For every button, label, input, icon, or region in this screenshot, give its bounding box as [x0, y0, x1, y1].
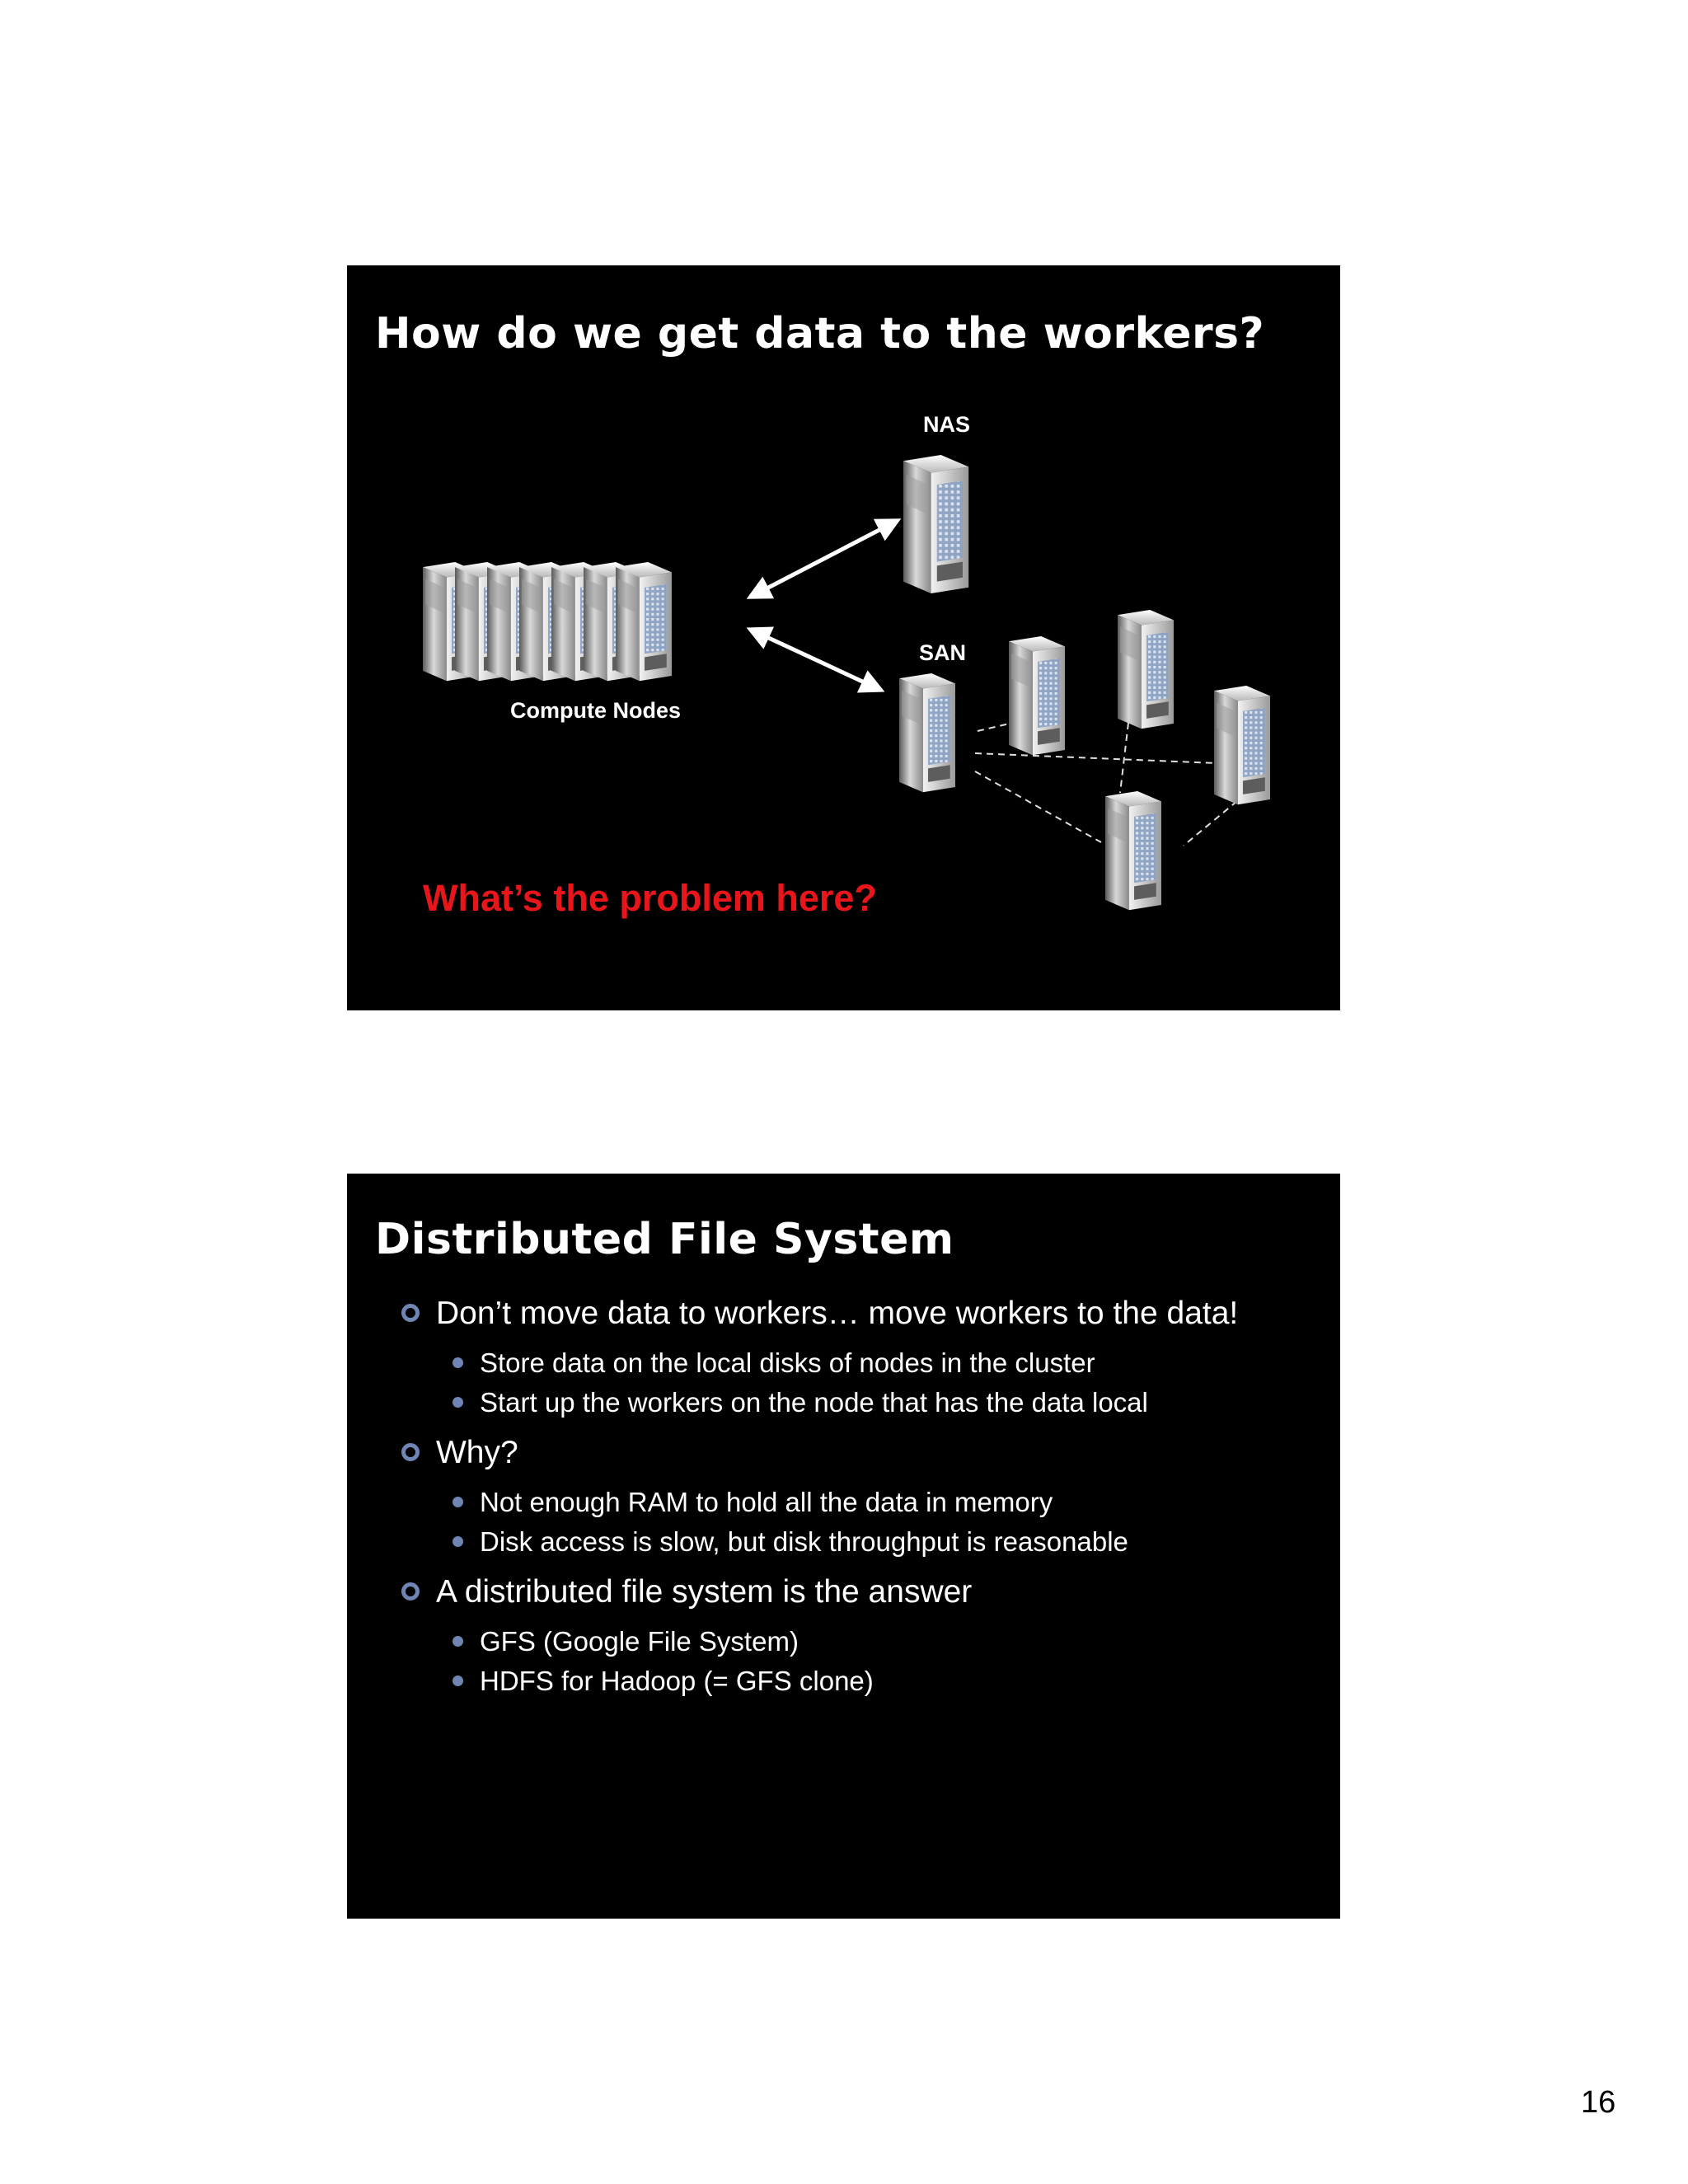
- sub-bullet-text: Not enough RAM to hold all the data in memory: [480, 1487, 1053, 1517]
- slide-distributed-file-system: [347, 1174, 1340, 1919]
- sub-bullet-item: [480, 1526, 1128, 1558]
- san-server-icon: [1009, 636, 1065, 755]
- bullet-text: Don’t move data to workers… move workers to the data!: [436, 1296, 1239, 1331]
- san-server-icon: [1105, 791, 1161, 910]
- sub-bullet-item: [480, 1487, 1053, 1518]
- bullet-dot-icon: [452, 1536, 463, 1547]
- bullet-text: Why?: [436, 1435, 518, 1470]
- slide-data-to-workers: [347, 265, 1340, 1010]
- problem-question: What’s the problem here?: [423, 877, 877, 919]
- double-arrow-icon: [751, 521, 897, 597]
- bullet-ring-icon: [401, 1304, 420, 1322]
- bullet-dot-icon: [452, 1675, 463, 1686]
- san-server-icon: [899, 673, 955, 792]
- compute-nodes-label: Compute Nodes: [510, 698, 682, 723]
- sub-bullet-text: Store data on the local disks of nodes in the cluster: [480, 1347, 1095, 1378]
- sub-bullet-item: [480, 1387, 1148, 1418]
- slide-title: Distributed File System: [375, 1215, 954, 1264]
- nas-label: NAS: [923, 412, 971, 437]
- san-server-icon: [1118, 610, 1174, 729]
- bullet-item: [436, 1435, 518, 1471]
- bullet-dot-icon: [452, 1497, 463, 1507]
- sub-bullet-text: Disk access is slow, but disk throughput is reasonable: [480, 1526, 1128, 1557]
- bullet-item: [436, 1574, 972, 1610]
- sub-bullet-item: [480, 1666, 874, 1697]
- sub-bullet-text: GFS (Google File System): [480, 1626, 799, 1657]
- double-arrow-icon: [751, 630, 880, 690]
- bullet-dot-icon: [452, 1397, 463, 1408]
- sub-bullet-item: [480, 1626, 799, 1657]
- bullet-ring-icon: [401, 1582, 420, 1601]
- bullet-ring-icon: [401, 1443, 420, 1461]
- bullet-dot-icon: [452, 1636, 463, 1647]
- sub-bullet-item: [480, 1347, 1095, 1379]
- page-number: 16: [1581, 2085, 1616, 2120]
- compute-nodes-icon: [423, 562, 672, 681]
- bullet-item: [436, 1296, 1238, 1332]
- san-server-icon: [1214, 686, 1270, 804]
- sub-bullet-text: HDFS for Hadoop (= GFS clone): [480, 1666, 874, 1696]
- bullet-text: A distributed file system is the answer: [436, 1574, 973, 1610]
- nas-server-icon: [903, 455, 968, 593]
- sub-bullet-text: Start up the workers on the node that has the data local: [480, 1387, 1148, 1418]
- san-label: SAN: [919, 640, 967, 665]
- bullet-dot-icon: [452, 1357, 463, 1368]
- slide-title: How do we get data to the workers?: [375, 309, 1265, 359]
